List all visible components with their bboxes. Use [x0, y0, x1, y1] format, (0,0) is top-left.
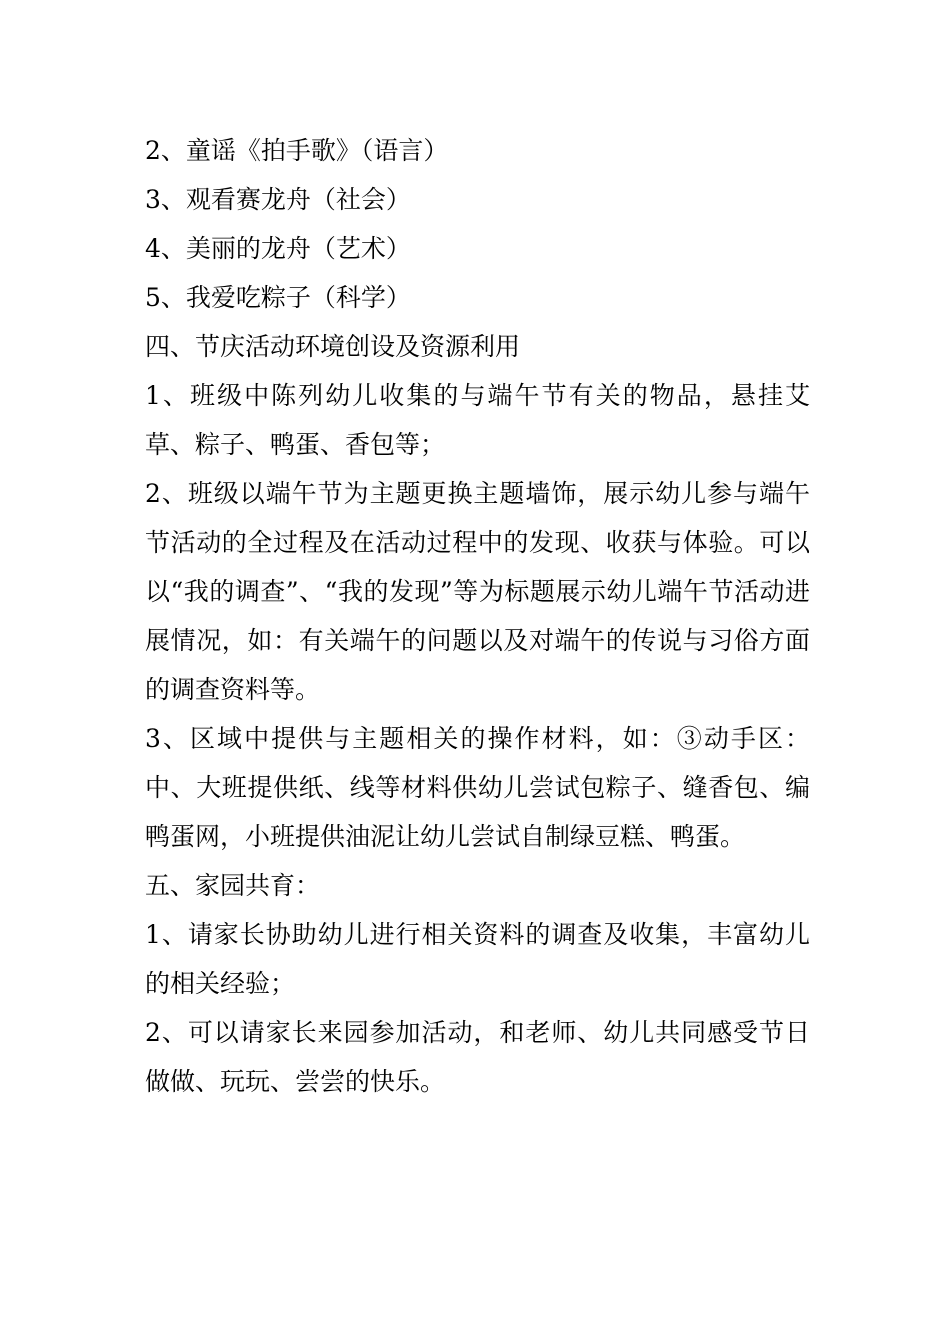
- activity-item-3: 3、观看赛龙舟（社会）: [145, 185, 411, 214]
- home-school-item-1: 1、请家长协助幼儿进行相关资料的调查及收集，丰富幼儿的相关经验；: [145, 920, 810, 998]
- environment-item-3: 3、区域中提供与主题相关的操作材料，如：③动手区：中、大班提供纸、线等材料供幼儿尝试包粽子、缝香包、编鸭蛋网，小班提供油泥让幼儿尝试自制绿豆糕、鸭蛋。: [145, 724, 810, 851]
- environment-item-1: 1、班级中陈列幼儿收集的与端午节有关的物品，悬挂艾草、粽子、鸭蛋、香包等；: [145, 381, 810, 459]
- activity-item-2: 2、童谣《拍手歌》（语言）: [145, 136, 449, 165]
- document-body: [145, 126, 810, 1106]
- section-heading-4: 四、节庆活动环境创设及资源利用: [145, 332, 521, 361]
- activity-item-5: 5、我爱吃粽子（科学）: [145, 283, 411, 312]
- activity-item-4: 4、美丽的龙舟（艺术）: [145, 234, 411, 263]
- environment-item-2: 2、班级以端午节为主题更换主题墙饰，展示幼儿参与端午节活动的全过程及在活动过程中的发现、收获与体验。可以以“我的调查”、“我的发现”等为标题展示幼儿端午节活动进展情况，如：有关端午的问题以及对端午的传说与习俗方面的调查资料等。: [145, 479, 810, 704]
- home-school-item-2: 2、可以请家长来园参加活动，和老师、幼儿共同感受节日做做、玩玩、尝尝的快乐。: [145, 1018, 810, 1096]
- section-heading-5: 五、家园共育：: [145, 871, 321, 900]
